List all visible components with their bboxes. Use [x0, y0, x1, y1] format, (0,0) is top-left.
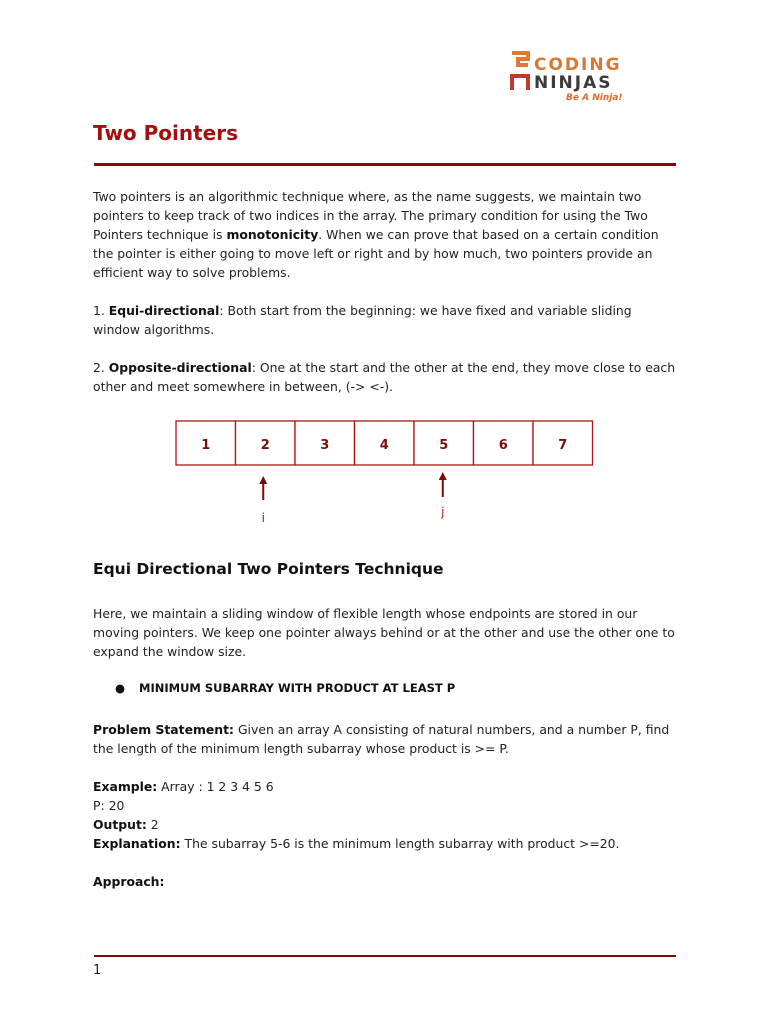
- pointer-j-arrow: [439, 472, 447, 519]
- logo-tagline: Be A Ninja!: [566, 93, 623, 102]
- approach-label: Approach:: [93, 874, 165, 889]
- logo-line2: NINJAS: [534, 73, 613, 93]
- pointer-i-arrow: [259, 476, 267, 525]
- array-cell-value: 7: [558, 438, 568, 453]
- equi-directional-item: 1. Equi-directional: Both start from the beginning: we have fixed and variable sliding window algorithms.: [93, 303, 632, 337]
- array-cell-value: 6: [498, 438, 508, 453]
- array-cell-1: [176, 421, 236, 465]
- example-output: Output: 2: [93, 817, 159, 832]
- coding-ninjas-logo: [510, 50, 635, 102]
- section-intro: Here, we maintain a sliding window of flexible length whose endpoints are stored in our moving pointers. We keep one pointer always behind or at the other and use the other one to expand the window size.: [93, 606, 675, 659]
- page-title: Two Pointers: [93, 121, 239, 145]
- array-cell-4: [355, 421, 415, 465]
- array-cell-6: [474, 421, 534, 465]
- pointer-i-arrow-label: i: [261, 511, 265, 525]
- bullet-text: MINIMUM SUBARRAY WITH PRODUCT AT LEAST P: [139, 681, 456, 695]
- array-cell-7: [533, 421, 593, 465]
- example-explanation: Explanation: The subarray 5-6 is the minimum length subarray with product >=20.: [93, 836, 620, 851]
- bullet-dot: ●: [115, 681, 126, 695]
- problem-statement: Problem Statement: Given an array A consisting of natural numbers, and a number P, find the length of the minimum length subarray whose product is >= P.: [93, 722, 670, 756]
- example-block: [93, 777, 678, 853]
- footer-divider: [94, 955, 676, 957]
- array-cell-value: 3: [320, 438, 330, 453]
- array-cell-2: [236, 421, 296, 465]
- array-cell-value: 4: [379, 438, 389, 453]
- logo-line1: CODING: [534, 55, 622, 75]
- bullet-item: [115, 681, 455, 695]
- example-array: Example: Array : 1 2 3 4 5 6: [93, 779, 274, 794]
- array-cell-value: 1: [201, 438, 211, 453]
- pointer-j-arrow-label: j: [441, 505, 445, 519]
- array-cell-value: 2: [260, 438, 270, 453]
- intro-paragraph: Two pointers is an algorithmic technique where, as the name suggests, we maintain two pointers to keep track of two indices in the array. The primary condition for using the Two Pointers technique is monotonicity. When we can prove that based on a certain condition the pointer is either going to move left or right and by how much, two pointers provide an efficient way to solve problems.: [93, 189, 659, 280]
- array-cell-5: [414, 421, 474, 465]
- array-cell-3: [295, 421, 355, 465]
- array-diagram: [170, 416, 600, 531]
- title-divider: [94, 163, 676, 166]
- opposite-directional-item: 2. Opposite-directional: One at the start and the other at the end, they move close to each other and meet somewhere in between, (-> <-).: [93, 360, 676, 394]
- page-number: 1: [93, 963, 102, 978]
- example-p: P: 20: [93, 798, 125, 813]
- array-cell-value: 5: [439, 438, 449, 453]
- section-heading: Equi Directional Two Pointers Technique: [93, 560, 444, 578]
